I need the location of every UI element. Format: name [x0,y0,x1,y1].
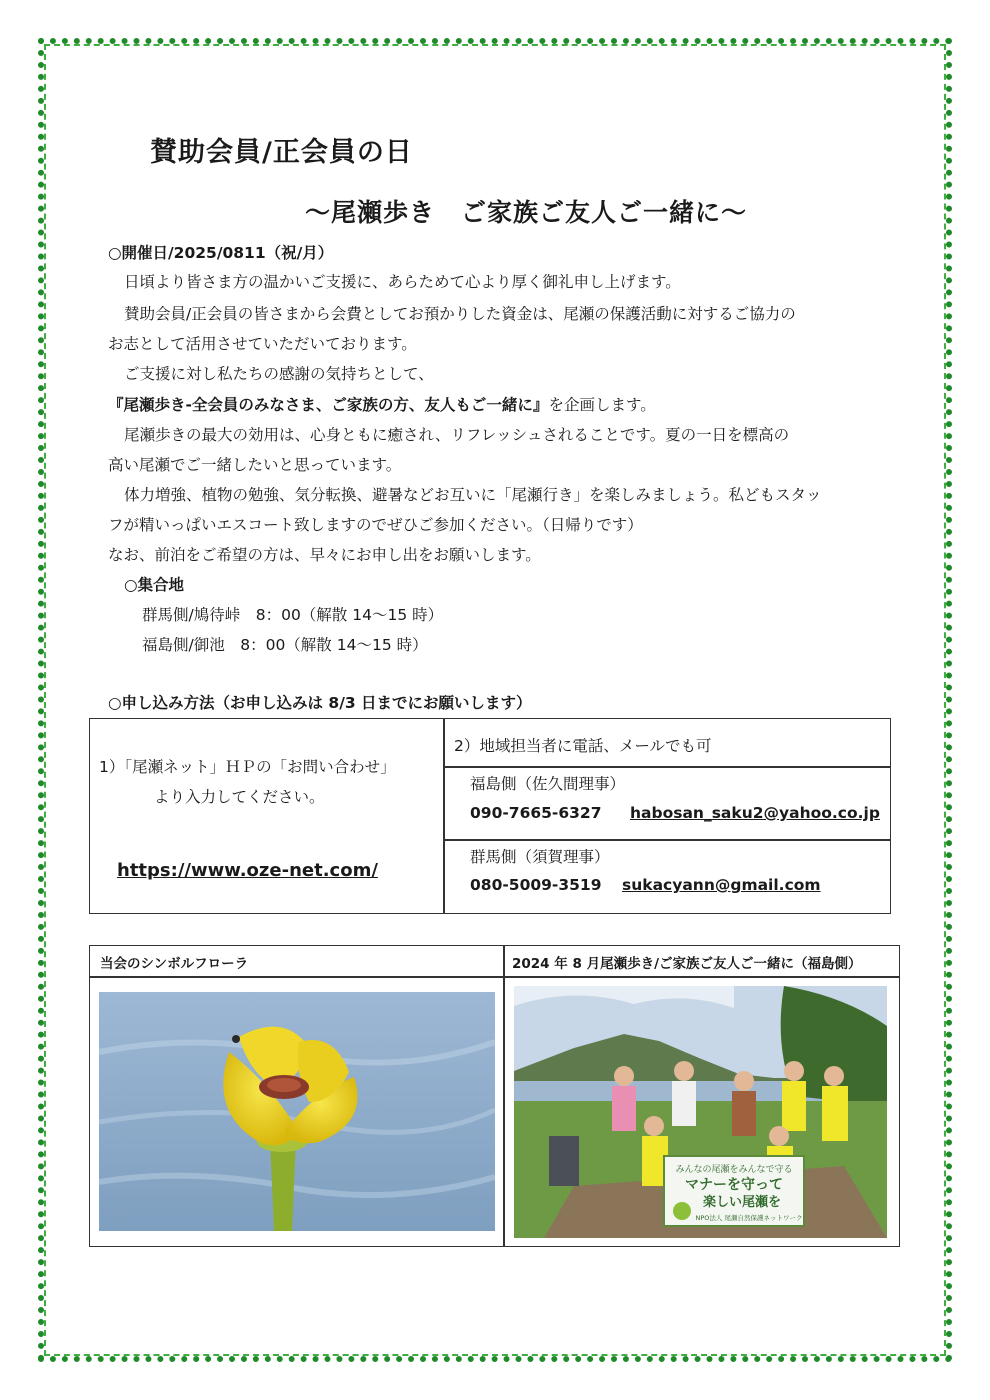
application-heading: ○申し込み方法（お申し込みは 8/3 日までにお願いします） [108,694,532,712]
web-option-line2: より入力してください。 [154,788,325,806]
fukushima-phone[interactable]: 090-7665-6327 [470,804,602,822]
paragraph-activities-line1: 体力増強、植物の勉強、気分転換、避暑などお互いに「尾瀬行き」を楽しみましょう。私どもスタッ [124,486,822,504]
paragraph-greeting: 日頃より皆さま方の温かいご支援に、あらためて心より厚く御礼申し上げます。 [124,273,681,291]
fukushima-email-link[interactable]: habosan_saku2@yahoo.co.jp [630,804,880,822]
photo-table [89,945,900,1247]
gunma-contact-label: 群馬側（須賀理事） [470,848,610,866]
flower-caption: 当会のシンボルフローラ [100,956,249,972]
meeting-gunma: 群馬側/鳩待峠 8：00（解散 14〜15 時） [142,606,444,624]
gunma-email-link[interactable]: sukacyann@gmail.com [622,876,821,894]
banner-text-line3: 楽しい尾瀬を [702,1195,782,1210]
fukushima-contact-label: 福島側（佐久間理事） [470,775,626,793]
table-divider [443,839,890,841]
event-name: 『尾瀬歩き-全会員のみなさま、ご家族の方、友人もご一緒に』 [108,396,549,414]
banner-org-name: NPO法人 尾瀬自然保護ネットワーク [695,1214,803,1222]
paragraph-overnight: なお、前泊をご希望の方は、早々にお申し出をお願いします。 [108,546,541,564]
paragraph-funds-line2: お志として活用させていただいております。 [108,335,417,353]
paragraph-plan [108,395,656,415]
group-photo-caption: 2024 年 8 月尾瀬歩き/ご家族ご友人ご一緒に（福島側） [512,956,862,972]
meeting-heading: ○集合地 [124,576,185,594]
banner-text-line2: マナーを守って [685,1177,783,1193]
paragraph-benefit-line1: 尾瀬歩きの最大の効用は、心身ともに癒され、リフレッシュされることです。夏の一日を標高の [124,426,790,444]
web-option-line1: 1）「尾瀬ネット」ＨＰの「お問い合わせ」 [99,758,396,776]
table-divider [443,766,890,768]
paragraph-thanks: ご支援に対し私たちの感謝の気持ちとして、 [124,365,434,383]
table-divider [90,976,899,978]
paragraph-plan-tail: を企画します。 [548,396,656,414]
group-hiking-photo [514,986,887,1238]
banner-text-line1: みんなの尾瀬をみんなで守る [675,1165,793,1175]
table-divider [503,946,505,1246]
table-divider [443,719,445,913]
meeting-fukushima: 福島側/御池 8：00（解散 14〜15 時） [142,636,428,654]
application-table [89,718,891,914]
contact-option: 2）地域担当者に電話、メールでも可 [454,737,712,755]
paragraph-benefit-line2: 高い尾瀬でご一緒したいと思っています。 [108,456,402,474]
paragraph-activities-line2: フが精いっぱいエスコート致しますのでぜひご参加ください。（日帰りです） [108,516,643,534]
gunma-phone[interactable]: 080-5009-3519 [470,876,602,894]
page-title: 賛助会員/正会員の日 [150,137,413,168]
page-subtitle: 〜尾瀬歩き ご家族ご友人ご一緒に〜 [305,198,748,227]
website-link[interactable]: https://www.oze-net.com/ [117,860,378,881]
paragraph-funds-line1: 賛助会員/正会員の皆さまから会費としてお預かりした資金は、尾瀬の保護活動に対するご協力の [124,305,796,323]
event-date: ○開催日/2025/0811（祝/月） [108,244,334,262]
symbol-flower-photo [99,992,495,1231]
